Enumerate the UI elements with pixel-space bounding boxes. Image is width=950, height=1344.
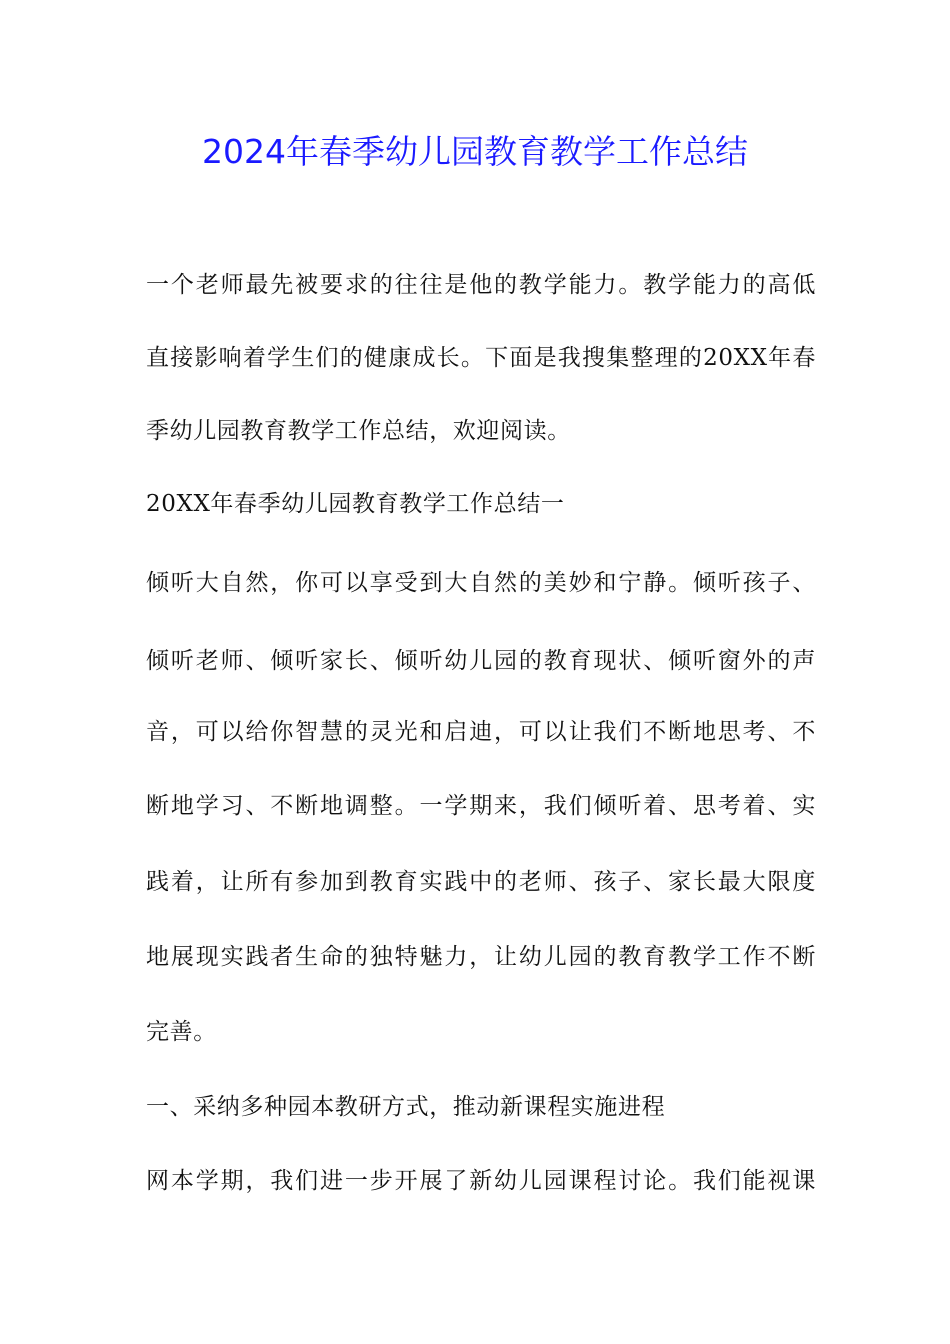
paragraph-line: 断地学习、不断地调整。一学期来，我们倾听着、思考着、实 <box>146 793 816 819</box>
paragraph-line: 一个老师最先被要求的往往是他的教学能力。教学能力的高低 <box>146 272 816 298</box>
document-title: 2024年春季幼儿园教育教学工作总结 <box>202 132 748 171</box>
paragraph-line: 倾听老师、倾听家长、倾听幼儿园的教育现状、倾听窗外的声 <box>146 648 816 674</box>
paragraph-line: 直接影响着学生们的健康成长。下面是我搜集整理的20XX年春 <box>146 345 816 371</box>
paragraph-line: 音，可以给你智慧的灵光和启迪，可以让我们不断地思考、不 <box>146 719 816 745</box>
paragraph-line: 季幼儿园教育教学工作总结，欢迎阅读。 <box>146 418 571 444</box>
section-heading: 一、采纳多种园本教研方式，推动新课程实施进程 <box>146 1094 666 1120</box>
paragraph-line: 完善。 <box>146 1019 217 1045</box>
paragraph-line: 网本学期，我们进一步开展了新幼儿园课程讨论。我们能视课 <box>146 1168 816 1194</box>
paragraph-line: 践着，让所有参加到教育实践中的老师、孩子、家长最大限度 <box>146 869 816 895</box>
section-heading: 20XX年春季幼儿园教育教学工作总结一 <box>146 491 565 517</box>
paragraph-line: 地展现实践者生命的独特魅力，让幼儿园的教育教学工作不断 <box>146 944 816 970</box>
paragraph-line: 倾听大自然，你可以享受到大自然的美妙和宁静。倾听孩子、 <box>146 570 816 596</box>
